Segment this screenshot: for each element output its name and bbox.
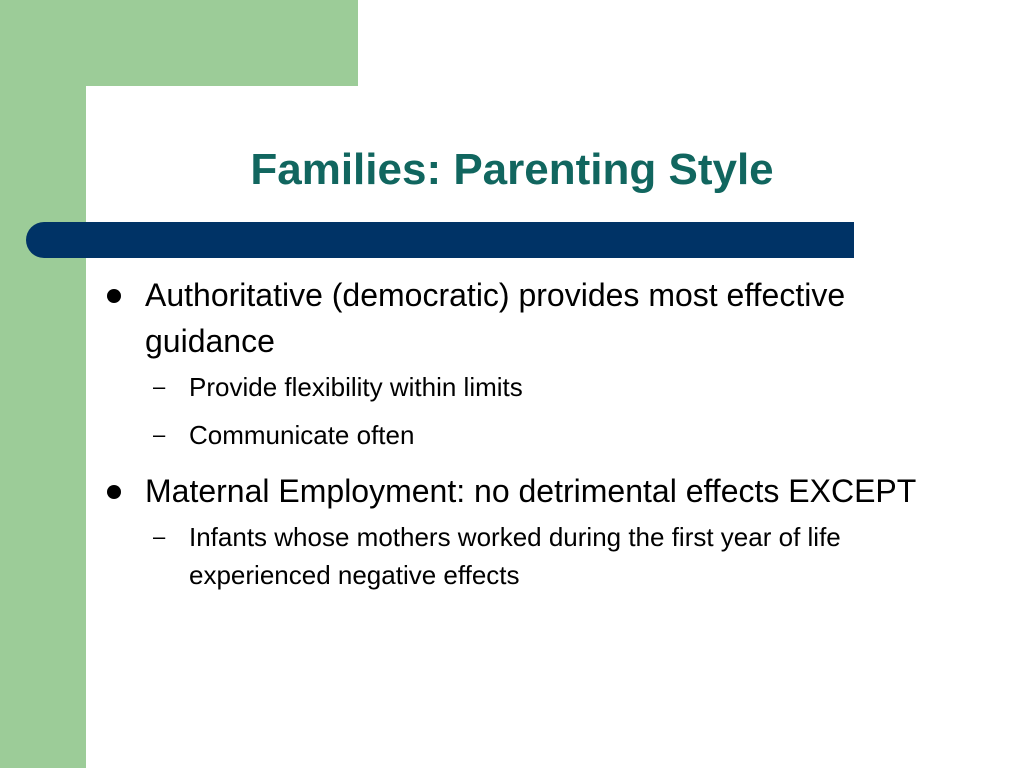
slide-title: Families: Parenting Style [250,145,774,194]
dash-icon: – [153,524,166,549]
dash-icon: – [153,422,166,447]
bullet-text: Maternal Employment: no detrimental effects EXCEPT [145,473,917,509]
bullet-text: Authoritative (democratic) provides most effective guidance [145,277,846,359]
bullet-dot-icon [107,289,121,303]
sub-bullet-text: Communicate often [189,420,415,450]
sub-bullet-item [103,416,963,454]
dash-icon: – [153,374,166,399]
decorative-green-band-left [0,0,86,768]
sub-bullet-item [103,518,963,594]
sub-bullet-text: Infants whose mothers worked during the first year of life experienced negative effects [189,522,841,590]
title-divider-bar [26,222,854,258]
bullet-item [103,272,963,364]
bullet-list [103,272,963,604]
bullet-item [103,468,963,514]
decorative-green-band-top [0,0,358,86]
sub-bullet-text: Provide flexibility within limits [189,372,523,402]
sub-bullet-item [103,368,963,406]
bullet-dot-icon [107,485,121,499]
